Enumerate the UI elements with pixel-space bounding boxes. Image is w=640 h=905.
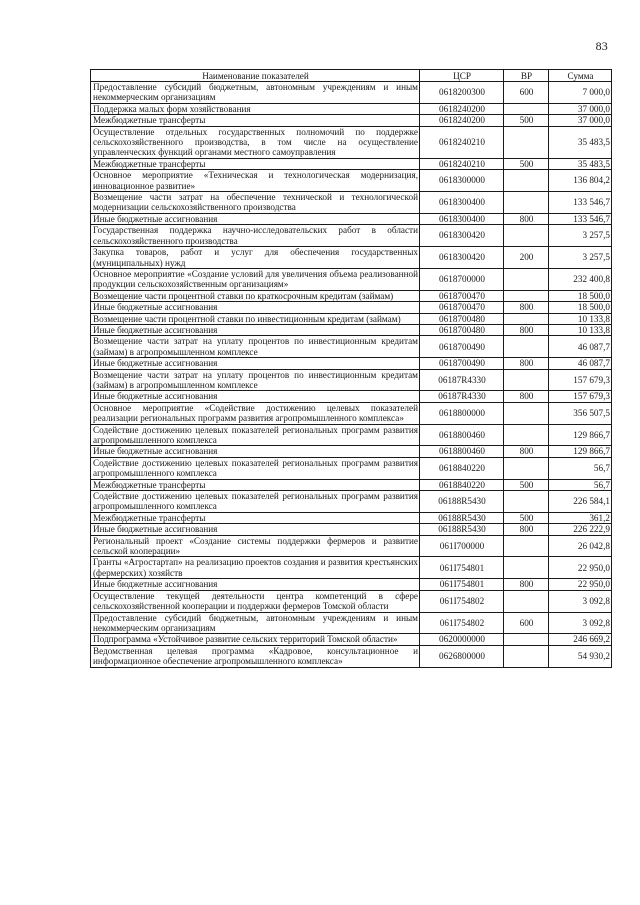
- row-sum-cell: 35 483,5: [549, 158, 612, 169]
- row-vr-cell: 500: [504, 115, 549, 126]
- table-row: [91, 579, 612, 590]
- row-vr-cell: [504, 126, 549, 158]
- row-name-cell: Межбюджетные трансферты: [91, 115, 420, 126]
- table-row: [91, 369, 612, 391]
- table-row: [91, 268, 612, 290]
- row-sum-cell: 129 866,7: [549, 424, 612, 446]
- row-csr-cell: 0618700470: [420, 290, 504, 301]
- row-csr-cell: 061I754801: [420, 557, 504, 579]
- row-name-cell: Основное мероприятие «Техническая и технологическая модернизация, инновационное развитие»: [91, 170, 420, 192]
- row-sum-cell: 35 483,5: [549, 126, 612, 158]
- header-csr: ЦСР: [420, 70, 504, 82]
- row-vr-cell: [504, 268, 549, 290]
- row-csr-cell: 0626800000: [420, 645, 504, 667]
- row-name-cell: Возмещение части затрат на уплату процентов по инвестиционным кредитам (займам) в агропромышленном комплексе: [91, 336, 420, 358]
- row-vr-cell: [504, 313, 549, 324]
- table-row: [91, 115, 612, 126]
- row-vr-cell: [504, 491, 549, 513]
- row-name-cell: Межбюджетные трансферты: [91, 479, 420, 490]
- row-vr-cell: 800: [504, 324, 549, 335]
- table-row: [91, 158, 612, 169]
- row-sum-cell: 246 669,2: [549, 634, 612, 645]
- row-sum-cell: 46 087,7: [549, 358, 612, 369]
- row-csr-cell: 0618800000: [420, 402, 504, 424]
- row-name-cell: Иные бюджетные ассигнования: [91, 579, 420, 590]
- row-csr-cell: 0618700480: [420, 313, 504, 324]
- row-csr-cell: 0618300400: [420, 192, 504, 214]
- row-sum-cell: 3 257,5: [549, 247, 612, 269]
- table-row: [91, 103, 612, 114]
- table-row: [91, 225, 612, 247]
- row-sum-cell: 157 679,3: [549, 391, 612, 402]
- row-sum-cell: 356 507,5: [549, 402, 612, 424]
- row-csr-cell: 0618700490: [420, 358, 504, 369]
- row-name-cell: Поддержка малых форм хозяйствования: [91, 103, 420, 114]
- row-csr-cell: 0618700490: [420, 336, 504, 358]
- table-header-row: [91, 70, 612, 82]
- table-row: [91, 358, 612, 369]
- row-name-cell: Возмещение части затрат на обеспечение технической и технологической модернизации сельскохозяйственного производства: [91, 192, 420, 214]
- row-vr-cell: 800: [504, 302, 549, 313]
- table-row: [91, 402, 612, 424]
- row-csr-cell: 0618800460: [420, 424, 504, 446]
- row-csr-cell: 06188R5430: [420, 512, 504, 523]
- row-csr-cell: 0618240210: [420, 126, 504, 158]
- row-sum-cell: 37 000,0: [549, 115, 612, 126]
- row-vr-cell: [504, 192, 549, 214]
- row-vr-cell: [504, 424, 549, 446]
- row-name-cell: Осуществление отдельных государственных полномочий по поддержке сельскохозяйственного производства, в том числе на осуществление управленческих функций органами местного самоуправления: [91, 126, 420, 158]
- row-vr-cell: [504, 535, 549, 557]
- row-csr-cell: 0618240210: [420, 158, 504, 169]
- row-sum-cell: 157 679,3: [549, 369, 612, 391]
- row-sum-cell: 18 500,0: [549, 302, 612, 313]
- row-csr-cell: 0618840220: [420, 457, 504, 479]
- row-name-cell: Иные бюджетные ассигнования: [91, 324, 420, 335]
- row-vr-cell: 800: [504, 358, 549, 369]
- row-vr-cell: [504, 369, 549, 391]
- row-csr-cell: 06188R5430: [420, 524, 504, 535]
- table-row: [91, 645, 612, 667]
- row-csr-cell: 0618240200: [420, 115, 504, 126]
- row-vr-cell: [504, 590, 549, 612]
- row-name-cell: Закупка товаров, работ и услуг для обеспечения государственных (муниципальных) нужд: [91, 247, 420, 269]
- row-sum-cell: 56,7: [549, 479, 612, 490]
- row-csr-cell: 0618200300: [420, 82, 504, 104]
- row-vr-cell: 800: [504, 579, 549, 590]
- row-vr-cell: 800: [504, 446, 549, 457]
- row-sum-cell: 26 042,8: [549, 535, 612, 557]
- row-vr-cell: 800: [504, 391, 549, 402]
- row-sum-cell: 226 584,1: [549, 491, 612, 513]
- row-name-cell: Государственная поддержка научно-исследовательских работ в области сельскохозяйственного производства: [91, 225, 420, 247]
- row-name-cell: Иные бюджетные ассигнования: [91, 213, 420, 224]
- table-row: [91, 82, 612, 104]
- row-name-cell: Иные бюджетные ассигнования: [91, 524, 420, 535]
- row-csr-cell: 0618700480: [420, 324, 504, 335]
- row-vr-cell: [504, 225, 549, 247]
- row-sum-cell: 56,7: [549, 457, 612, 479]
- row-vr-cell: [504, 634, 549, 645]
- table-row: [91, 324, 612, 335]
- table-row: [91, 313, 612, 324]
- row-name-cell: Содействие достижению целевых показателей региональных программ развития агропромышленного комплекса: [91, 424, 420, 446]
- row-vr-cell: 500: [504, 512, 549, 523]
- row-vr-cell: [504, 457, 549, 479]
- row-sum-cell: 54 930,2: [549, 645, 612, 667]
- row-vr-cell: 800: [504, 524, 549, 535]
- row-sum-cell: 133 546,7: [549, 192, 612, 214]
- row-sum-cell: 10 133,8: [549, 324, 612, 335]
- row-sum-cell: 10 133,8: [549, 313, 612, 324]
- row-name-cell: Возмещение части процентной ставки по краткосрочным кредитам (займам): [91, 290, 420, 301]
- row-name-cell: Возмещение части затрат на уплату процентов по инвестиционным кредитам (займам) в агропромышленном комплексе: [91, 369, 420, 391]
- row-csr-cell: 061I754802: [420, 590, 504, 612]
- row-sum-cell: 7 000,0: [549, 82, 612, 104]
- row-csr-cell: 0620000000: [420, 634, 504, 645]
- row-csr-cell: 061I754801: [420, 579, 504, 590]
- header-sum: Сумма: [549, 70, 612, 82]
- row-csr-cell: 06187R4330: [420, 369, 504, 391]
- row-vr-cell: 200: [504, 247, 549, 269]
- row-csr-cell: 061I754802: [420, 612, 504, 634]
- row-csr-cell: 0618300000: [420, 170, 504, 192]
- row-name-cell: Содействие достижению целевых показателей региональных программ развития агропромышленного комплекса: [91, 491, 420, 513]
- table-row: [91, 170, 612, 192]
- row-sum-cell: 3 092,8: [549, 612, 612, 634]
- table-row: [91, 290, 612, 301]
- row-sum-cell: 18 500,0: [549, 290, 612, 301]
- row-vr-cell: 500: [504, 479, 549, 490]
- row-csr-cell: 0618700000: [420, 268, 504, 290]
- row-name-cell: Основное мероприятие «Содействие достижению целевых показателей реализации региональных программ развития агропромышленного комплекса»: [91, 402, 420, 424]
- row-name-cell: Иные бюджетные ассигнования: [91, 302, 420, 313]
- row-csr-cell: 0618800460: [420, 446, 504, 457]
- row-csr-cell: 0618300420: [420, 247, 504, 269]
- row-sum-cell: 22 950,0: [549, 579, 612, 590]
- row-sum-cell: 361,2: [549, 512, 612, 523]
- row-sum-cell: 129 866,7: [549, 446, 612, 457]
- row-csr-cell: 061I700000: [420, 535, 504, 557]
- table-row: [91, 126, 612, 158]
- row-sum-cell: 226 222,9: [549, 524, 612, 535]
- row-name-cell: Ведомственная целевая программа «Кадровое, консультационное и информационное обеспечение агропромышленного комплекса»: [91, 645, 420, 667]
- row-vr-cell: [504, 290, 549, 301]
- row-sum-cell: 46 087,7: [549, 336, 612, 358]
- row-sum-cell: 136 804,2: [549, 170, 612, 192]
- row-csr-cell: 0618700470: [420, 302, 504, 313]
- row-name-cell: Осуществление текущей деятельности центра компетенций в сфере сельскохозяйственной кооперации и поддержки фермеров Томской области: [91, 590, 420, 612]
- budget-table: [90, 69, 612, 668]
- row-vr-cell: 600: [504, 612, 549, 634]
- table-row: [91, 213, 612, 224]
- row-name-cell: Предоставление субсидий бюджетным, автономным учреждениям и иным некоммерческим организациям: [91, 82, 420, 104]
- table-row: [91, 391, 612, 402]
- table-row: [91, 612, 612, 634]
- table-row: [91, 557, 612, 579]
- row-name-cell: Основное мероприятие «Создание условий для увеличения объема реализованной продукции сельскохозяйственным организациям»: [91, 268, 420, 290]
- row-name-cell: Возмещение части процентной ставки по инвестиционным кредитам (займам): [91, 313, 420, 324]
- row-vr-cell: [504, 170, 549, 192]
- row-vr-cell: [504, 336, 549, 358]
- row-vr-cell: 500: [504, 158, 549, 169]
- row-csr-cell: 0618300400: [420, 213, 504, 224]
- table-row: [91, 457, 612, 479]
- table-row: [91, 479, 612, 490]
- table-row: [91, 446, 612, 457]
- table-row: [91, 512, 612, 523]
- table-row: [91, 336, 612, 358]
- row-vr-cell: [504, 402, 549, 424]
- row-csr-cell: 0618840220: [420, 479, 504, 490]
- row-name-cell: Межбюджетные трансферты: [91, 158, 420, 169]
- table-row: [91, 424, 612, 446]
- row-csr-cell: 0618240200: [420, 103, 504, 114]
- header-vr: ВР: [504, 70, 549, 82]
- table-row: [91, 524, 612, 535]
- row-vr-cell: 600: [504, 82, 549, 104]
- table-row: [91, 192, 612, 214]
- row-name-cell: Региональный проект «Создание системы поддержки фермеров и развитие сельской кооперации»: [91, 535, 420, 557]
- row-sum-cell: 232 400,8: [549, 268, 612, 290]
- row-vr-cell: [504, 103, 549, 114]
- table-row: [91, 634, 612, 645]
- row-name-cell: Содействие достижению целевых показателей региональных программ развития агропромышленного комплекса: [91, 457, 420, 479]
- row-csr-cell: 06188R5430: [420, 491, 504, 513]
- row-name-cell: Иные бюджетные ассигнования: [91, 446, 420, 457]
- row-name-cell: Гранты «Агростартап» на реализацию проектов создания и развития крестьянских (фермерских) хозяйств: [91, 557, 420, 579]
- row-csr-cell: 0618300420: [420, 225, 504, 247]
- row-csr-cell: 06187R4330: [420, 391, 504, 402]
- table-row: [91, 491, 612, 513]
- table-body: [91, 82, 612, 668]
- row-sum-cell: 3 257,5: [549, 225, 612, 247]
- row-sum-cell: 22 950,0: [549, 557, 612, 579]
- header-name: Наименование показателей: [91, 70, 420, 82]
- row-name-cell: Иные бюджетные ассигнования: [91, 391, 420, 402]
- row-sum-cell: 37 000,0: [549, 103, 612, 114]
- row-name-cell: Иные бюджетные ассигнования: [91, 358, 420, 369]
- table-row: [91, 590, 612, 612]
- row-vr-cell: 800: [504, 213, 549, 224]
- row-name-cell: Межбюджетные трансферты: [91, 512, 420, 523]
- table-row: [91, 247, 612, 269]
- table-row: [91, 535, 612, 557]
- row-vr-cell: [504, 557, 549, 579]
- row-name-cell: Предоставление субсидий бюджетным, автономным учреждениям и иным некоммерческим организациям: [91, 612, 420, 634]
- page-number: 83: [595, 39, 608, 53]
- row-vr-cell: [504, 645, 549, 667]
- table-row: [91, 302, 612, 313]
- row-name-cell: Подпрограмма «Устойчивое развитие сельских территорий Томской области»: [91, 634, 420, 645]
- row-sum-cell: 3 092,8: [549, 590, 612, 612]
- row-sum-cell: 133 546,7: [549, 213, 612, 224]
